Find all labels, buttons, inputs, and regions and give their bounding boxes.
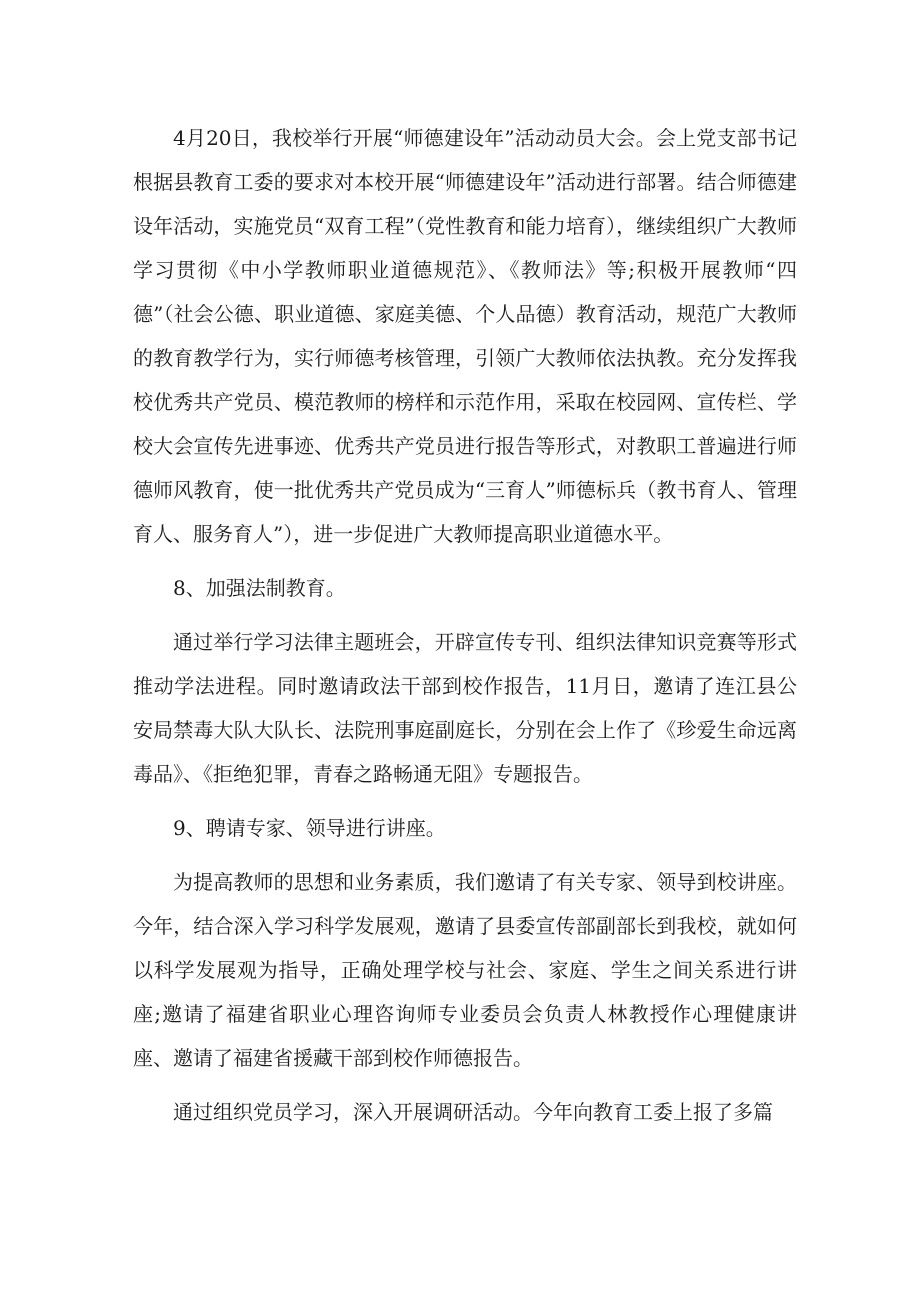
paragraph-teacher-ethics: 4月20日，我校举行开展“师德建设年”活动动员大会。会上党支部书记根据县教育工委的要求对本校开展“师德建设年”活动进行部署。结合师德建设年活动，实施党员“双育工程”（党性教育和能力培育），继续组织广大教师学习贯彻《中小学教师职业道德规范》、《教师法》等;积极开展教师“四德”（社会公德、职业道德、家庭美德、个人品德）教育活动，规范广大教师的教育教学行为，实行师德考核管理，引领广大教师依法执教。充分发挥我校优秀共产党员、模范教师的榜样和示范作用，采取在校园网、宣传栏、学校大会宣传先进事迹、优秀共产党员进行报告等形式，对教职工普遍进行师德师风教育，使一批优秀共产党员成为“三育人”师德标兵（教书育人、管理育人、服务育人”），进一步促进广大教师提高职业道德水平。 [133, 126, 797, 546]
document-body [133, 116, 797, 1134]
section-heading-expert-lectures: 9、聘请专家、领导进行讲座。 [173, 816, 446, 840]
paragraph-expert-lectures: 为提高教师的思想和业务素质，我们邀请了有关专家、领导到校讲座。今年，结合深入学习科学发展观，邀请了县委宣传部副部长到我校，就如何以科学发展观为指导，正确处理学校与社会、家庭、学生之间关系进行讲座;邀请了福建省职业心理咨询师专业委员会负责人林教授作心理健康讲座、邀请了福建省援藏干部到校作师德报告。 [133, 870, 797, 1070]
paragraph-party-study: 通过组织党员学习，深入开展调研活动。今年向教育工委上报了多篇 [173, 1100, 773, 1124]
paragraph-legal-education: 通过举行学习法律主题班会，开辟宣传专刊、组织法律知识竞赛等形式推动学法进程。同时邀请政法干部到校作报告，11月日，邀请了连江县公安局禁毒大队大队长、法院刑事庭副庭长，分别在会上作了《珍爱生命远离毒品》、《拒绝犯罪，青春之路畅通无阻》专题报告。 [133, 630, 797, 786]
section-heading-legal-education: 8、加强法制教育。 [173, 576, 346, 600]
